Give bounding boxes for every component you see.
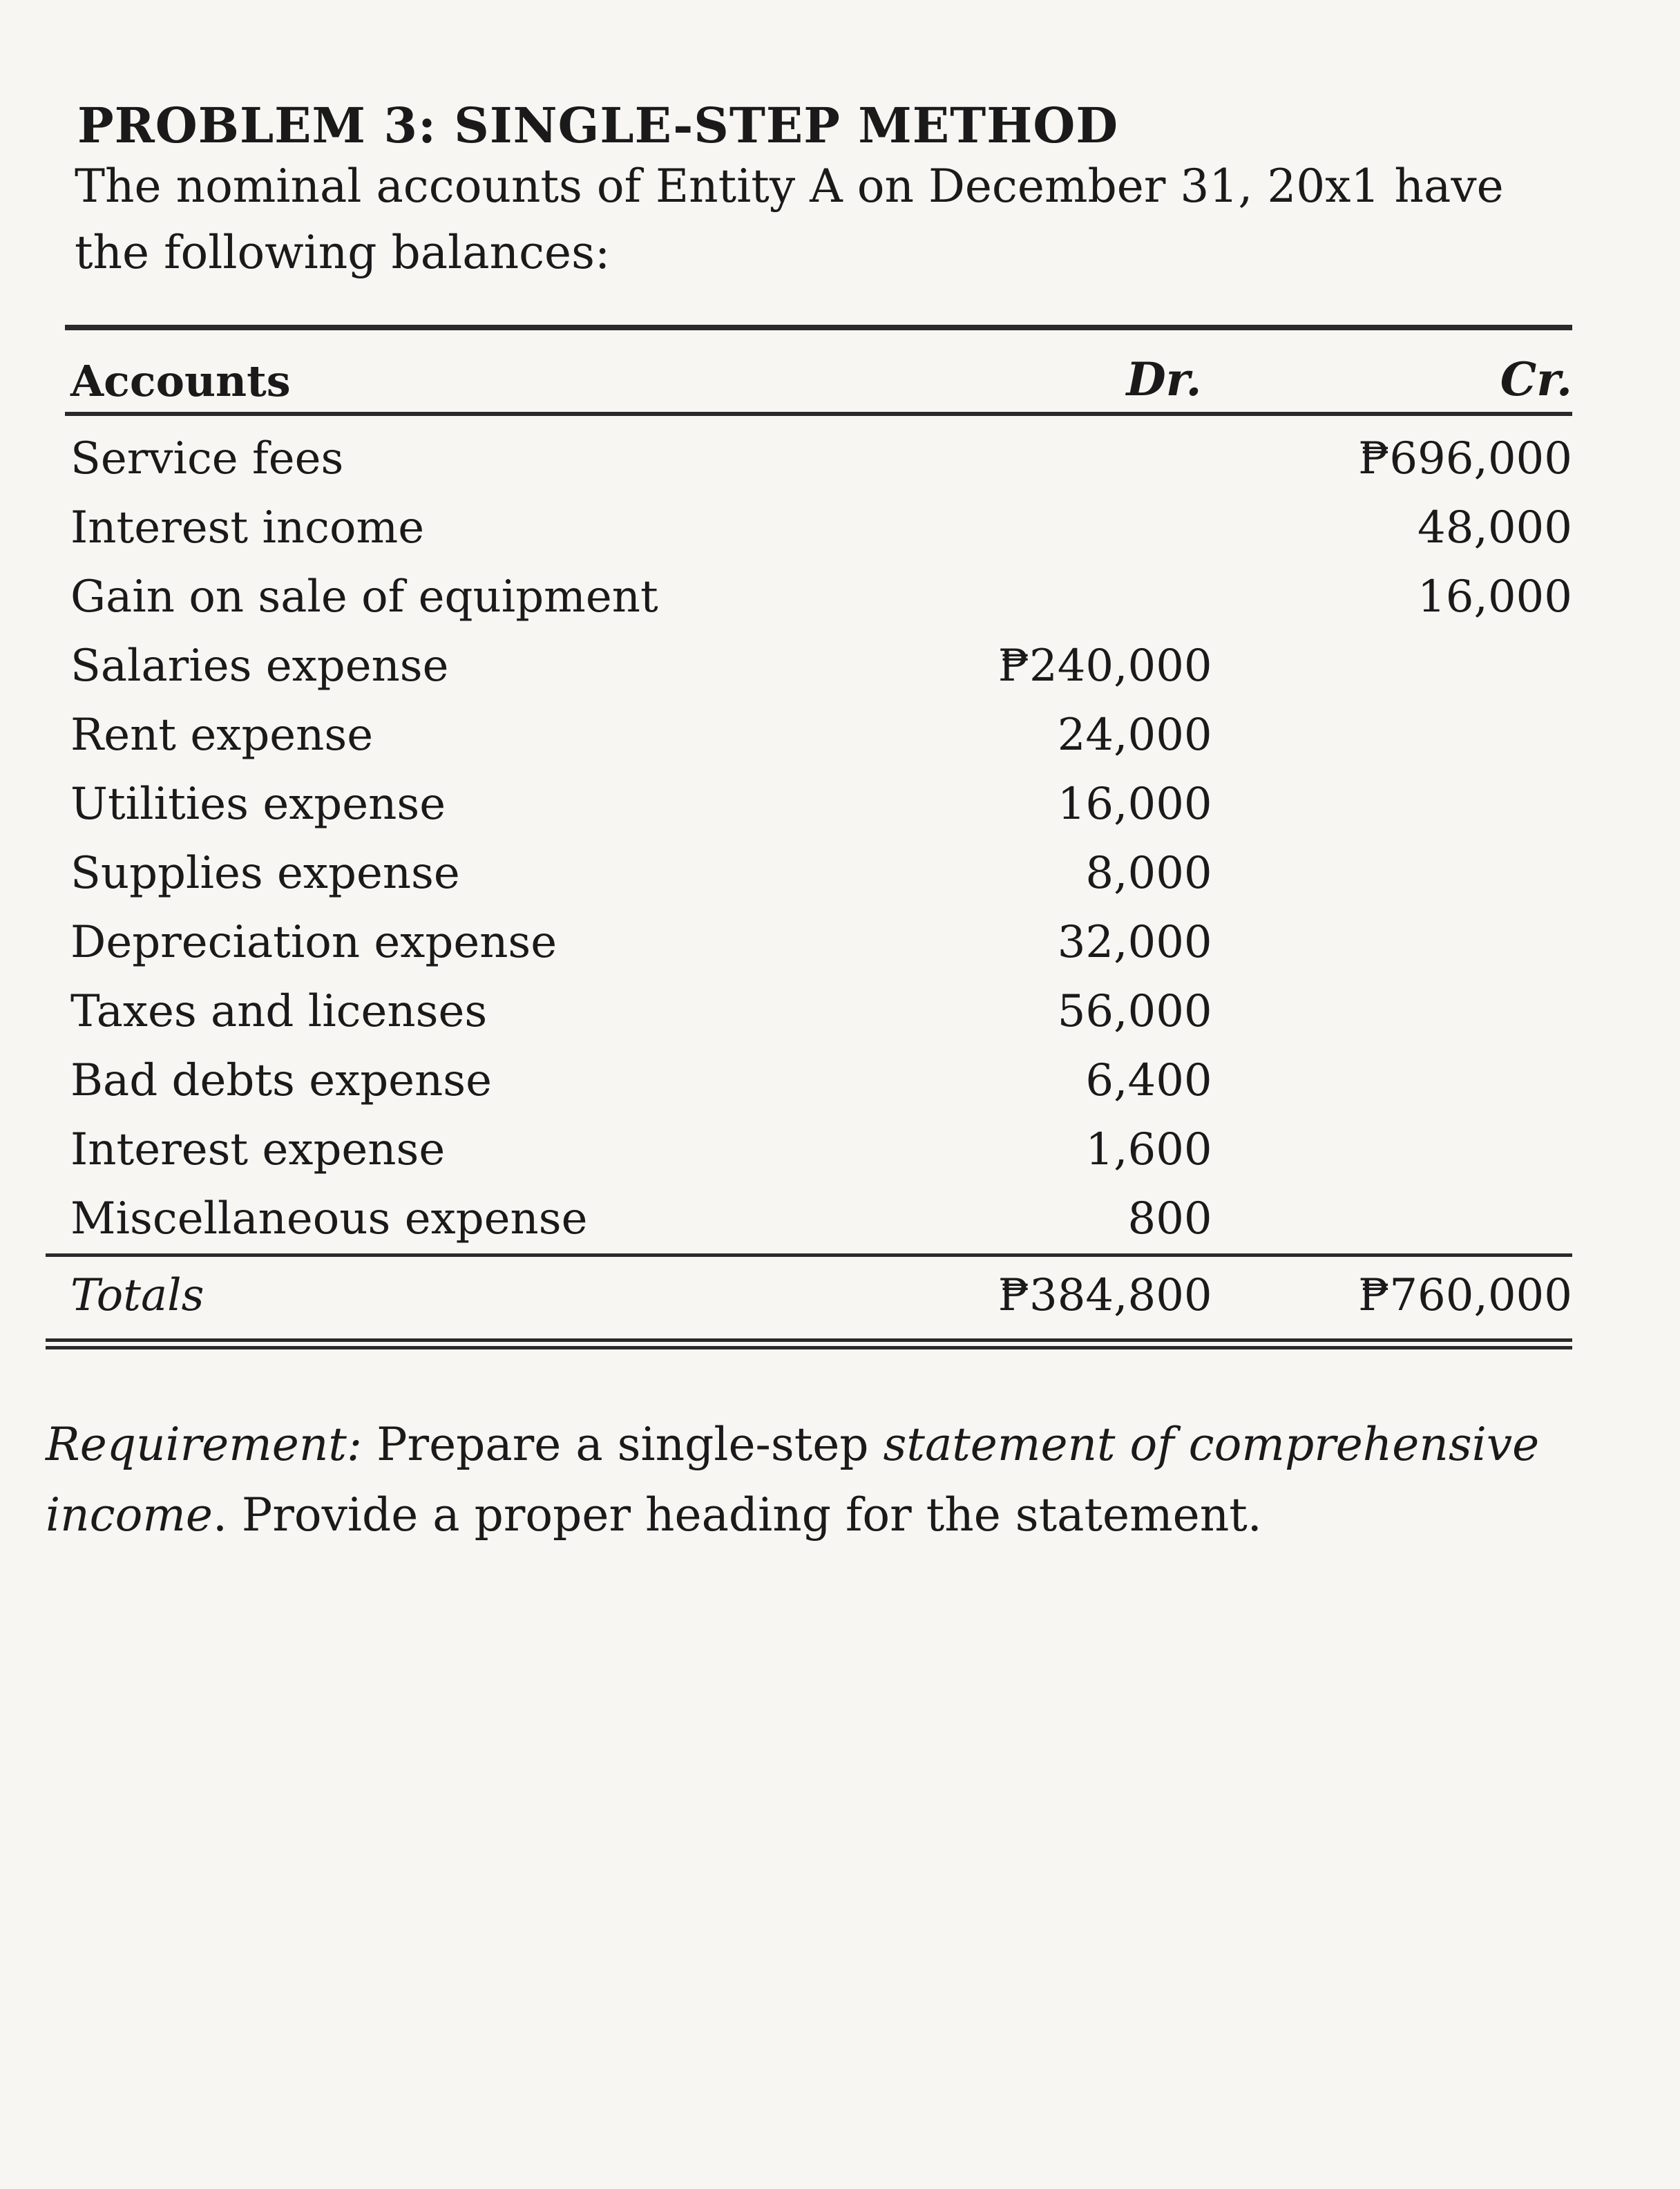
requirement-part2: . Provide a proper heading for the statement. — [212, 1488, 1262, 1542]
account-name: Bad debts expense — [70, 1055, 492, 1106]
table-row — [46, 1115, 1572, 1184]
requirement-label: Requirement: — [46, 1418, 363, 1471]
debit-amount: 1,600 — [1085, 1124, 1212, 1175]
header-debit: Dr. — [1126, 352, 1202, 406]
table-row — [46, 424, 1572, 493]
table-totals-row — [46, 1257, 1572, 1334]
account-name: Interest income — [70, 502, 425, 553]
totals-credit: ₱760,000 — [1358, 1270, 1572, 1321]
credit-amount: ₱696,000 — [1358, 433, 1572, 484]
table-row — [46, 632, 1572, 701]
account-name: Supplies expense — [70, 848, 460, 899]
table-row — [46, 1046, 1572, 1115]
problem-intro: The nominal accounts of Entity A on December 31, 20x1 have the following balances: — [75, 160, 1504, 279]
debit-amount: 32,000 — [1057, 917, 1212, 968]
table-double-rule-second — [46, 1346, 1572, 1349]
table-row — [46, 770, 1572, 839]
table-row — [46, 1184, 1572, 1253]
debit-amount: 24,000 — [1057, 710, 1212, 761]
problem-title: PROBLEM 3: SINGLE-STEP METHOD — [77, 97, 1119, 154]
table-row — [46, 701, 1572, 770]
credit-amount: 48,000 — [1418, 502, 1572, 553]
totals-label: Totals — [70, 1270, 204, 1321]
table-double-rule — [46, 1338, 1572, 1342]
requirement-italic: statement of comprehensive income — [46, 1418, 1540, 1542]
table-row — [46, 562, 1572, 632]
account-name: Salaries expense — [70, 641, 449, 692]
table-row — [46, 977, 1572, 1046]
debit-amount: 16,000 — [1057, 779, 1212, 830]
requirement-part1: Prepare a single-step — [362, 1418, 884, 1471]
table-top-rule — [65, 325, 1572, 330]
account-name: Depreciation expense — [70, 917, 557, 968]
header-accounts: Accounts — [70, 356, 291, 406]
credit-amount: 16,000 — [1418, 571, 1572, 623]
table-row — [46, 493, 1572, 562]
account-name: Utilities expense — [70, 779, 446, 830]
totals-debit: ₱384,800 — [998, 1270, 1212, 1321]
account-name: Taxes and licenses — [70, 986, 488, 1037]
balances-table — [46, 325, 1572, 1349]
debit-amount: 6,400 — [1085, 1055, 1212, 1106]
account-name: Rent expense — [70, 710, 374, 761]
table-body — [46, 416, 1572, 1253]
debit-amount: 8,000 — [1085, 848, 1212, 899]
table-row — [46, 908, 1572, 977]
requirement-text — [46, 1410, 1634, 1551]
table-row — [46, 839, 1572, 908]
debit-amount: 56,000 — [1057, 986, 1212, 1037]
debit-amount: ₱240,000 — [998, 641, 1212, 692]
account-name: Interest expense — [70, 1124, 446, 1175]
account-name: Service fees — [70, 433, 344, 484]
account-name: Gain on sale of equipment — [70, 571, 658, 623]
header-credit: Cr. — [1500, 352, 1572, 406]
table-header-row — [46, 330, 1572, 412]
debit-amount: 800 — [1127, 1193, 1212, 1244]
account-name: Miscellaneous expense — [70, 1193, 588, 1244]
